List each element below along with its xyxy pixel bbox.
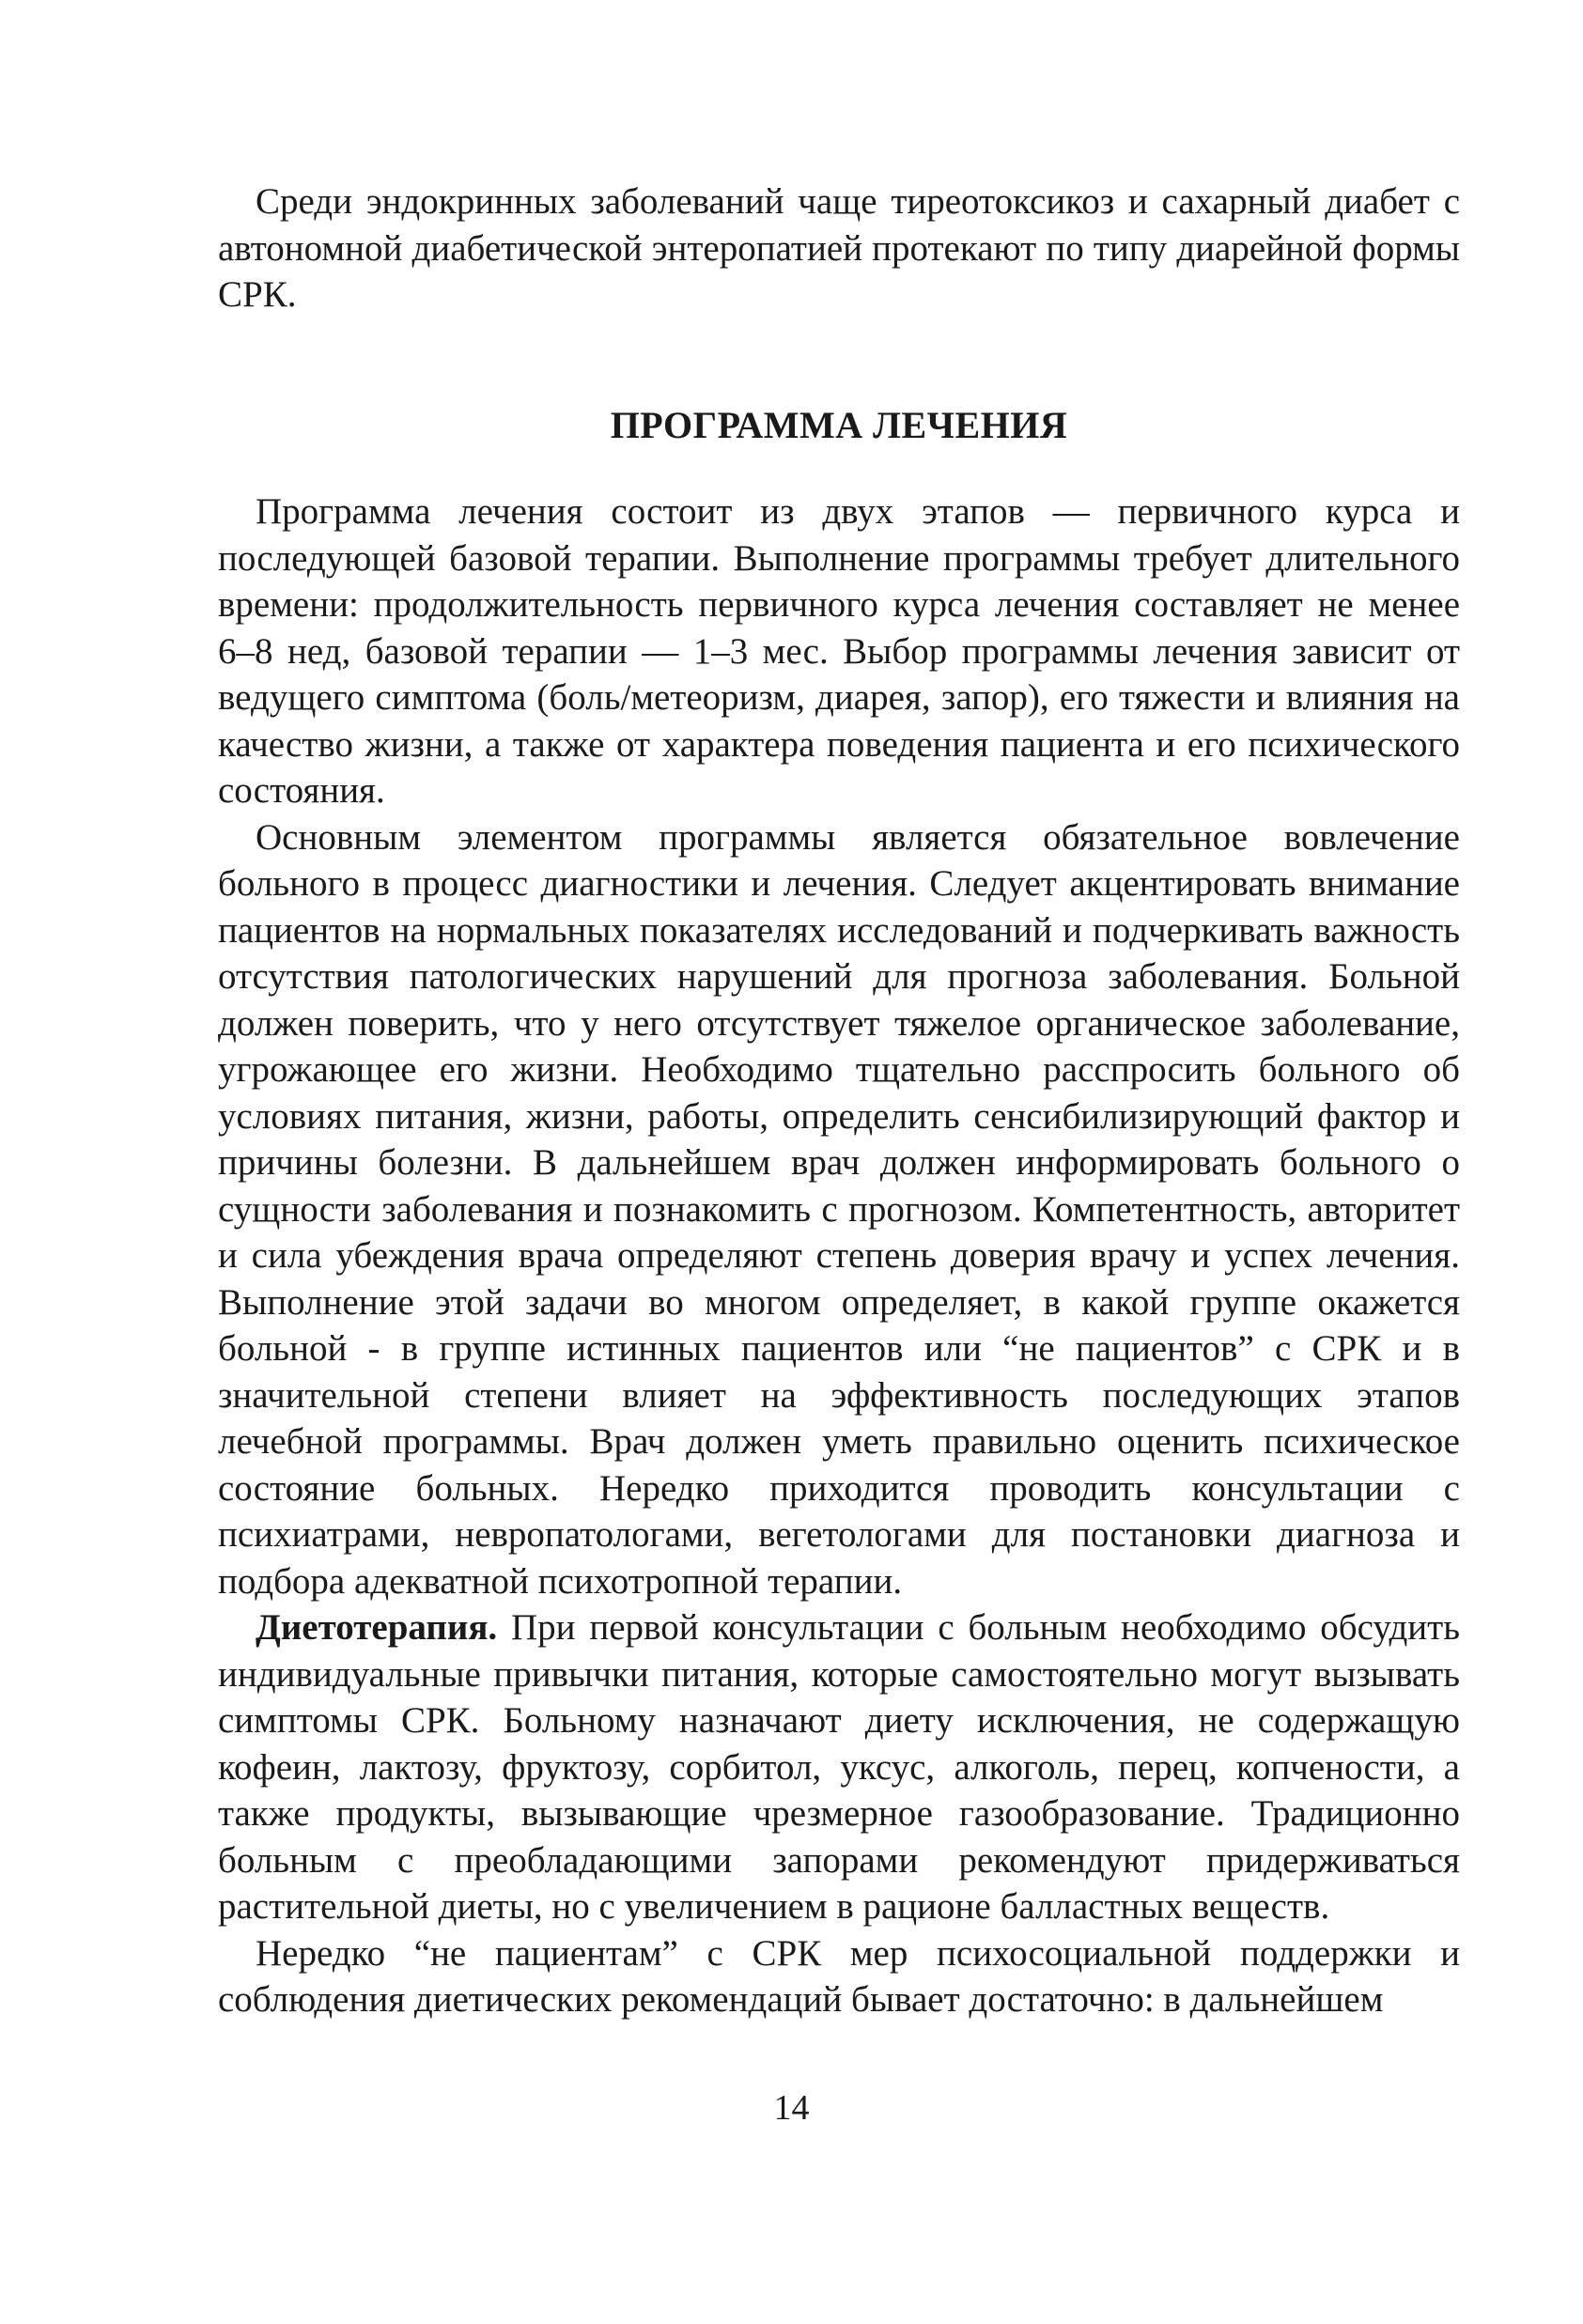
paragraph-last: Нередко “не пациентам” с СРК мер психосоциальной поддержки и соблюдения диетических рекомендаций бывает достаточно: в дальнейшем [218, 1932, 1460, 2020]
paragraph-main-element: Основным элементом программы является обязательное вовлечение больного в процесс диагностики и лечения. Следует акцентировать внимание пациентов на нормальных показателях исследований и подчеркивать важность отсутствия патологических нарушений для прогноза заболевания. Больной должен поверить, что у него отсутствует тяжелое органическое заболевание, угрожающее его жизни. Необходимо тщательно расспросить больного об условиях питания, жизни, работы, определить сенсибилизирующий фактор и причины болезни. В дальнейшем врач должен информировать больного о сущности заболевания и познакомить с прогнозом. Компетентность, авторитет и сила убеждения врача определяют степень доверия врачу и успех лечения. Выполнение этой задачи во многом определяет, в какой группе окажется больной - в группе истинных пациентов или “не пациентов” с СРК и в значительной степени влияет на эффективность последующих этапов лечебной программы. Врач должен уметь правильно оценить психическое состояние больных. Нередко приходится проводить консультации с психиатрами, невропатологами, вегетологами для постановки диагноза и подбора адекватной психотропной терапии. [218, 816, 1460, 1602]
intro-paragraph: Среди эндокринных заболеваний чаще тиреотоксикоз и сахарный диабет с автономной диабетической энтеропатией протекают по типу диарейной формы СРК. [218, 181, 1460, 315]
diet-text: При первой консультации с больным необходимо обсудить индивидуальные привычки питания, которые самостоятельно могут вызывать симптомы СРК. Больному назначают диету исключения, не содержащую кофеин, лактозу, фруктозу, сорбитол, уксус, алкоголь, перец, копчености, а также продукты, вызывающие чрезмерное газообразование. Традиционно больным с преобладающими запорами рекомендуют придерживаться растительной диеты, но с увеличением в рационе балластных веществ. [218, 1607, 1460, 1927]
body-text [218, 488, 1460, 2023]
section-title: ПРОГРАММА ЛЕЧЕНИЯ [610, 404, 1068, 446]
page-number: 14 [773, 2088, 810, 2128]
paragraph-program: Программа лечения состоит из двух этапов — первичного курса и последующей базовой терапии. Выполнение программы требует длительного времени: продолжительность первичного курса лечения составляет не менее 6–8 нед, базовой терапии — 1–3 мес. Выбор программы лечения зависит от ведущего симптома (боль/метеоризм, диарея, запор), его тяжести и влияния на качество жизни, а также от характера поведения пациента и его психического состояния. [218, 491, 1460, 811]
diet-lead: Диетотерапия. [256, 1607, 498, 1648]
paragraph-diet [218, 1604, 1460, 1930]
page-content [218, 178, 1460, 2020]
